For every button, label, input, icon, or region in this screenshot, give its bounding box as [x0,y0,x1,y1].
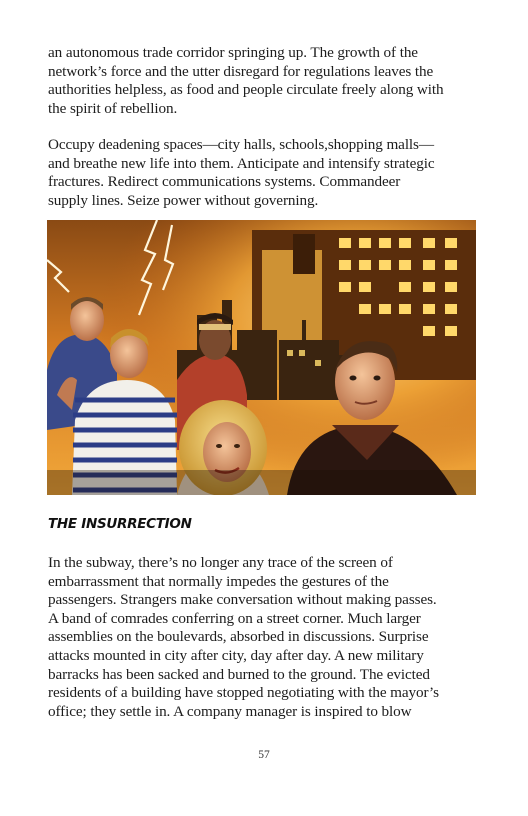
text-line: office; they settle in. A company manager is inspired to blow [48,702,412,720]
text-line: attacks mounted in city after city, day after day. A new military [48,646,424,664]
text-line: assemblies on the boulevards, absorbed in discussions. Surprise [48,628,429,646]
page-number: 57 [258,749,270,761]
text-line: Occupy deadening spaces—city halls, schools,shopping malls— [48,136,434,153]
text-line: network’s force and the utter disregard for regulations leaves the [48,62,434,80]
illustration-riot-scene [47,220,476,495]
text-line: passengers. Strangers make conversation without making passes. [48,591,437,609]
paragraph-1 [48,44,484,118]
text-line: A band of comrades conferring on a street corner. Much larger [48,609,421,627]
paragraph-2 [48,136,484,210]
illustration-artwork [47,220,476,495]
text-line: the spirit of rebellion. [48,99,178,117]
paragraph-3 [48,554,484,721]
text-line: and breathe new life into them. Anticipate and intensify strategic [48,154,435,172]
text-line: residents of a building have stopped negotiating with the mayor’s [48,684,439,702]
text-line: barracks has been sacked and burned to the ground. The evicted [48,665,430,683]
text-line: an autonomous trade corridor springing up. The growth of the [48,44,418,61]
text-line: embarrassment that normally impedes the gestures of the [48,572,389,590]
text-line: supply lines. Seize power without governing. [48,191,319,209]
text-line: In the subway, there’s no longer any trace of the screen of [48,554,393,571]
section-heading: THE INSURRECTION [48,516,192,532]
text-line: fractures. Redirect communications systems. Commandeer [48,173,401,191]
text-line: authorities helpless, as food and people circulate freely along with [48,81,444,99]
